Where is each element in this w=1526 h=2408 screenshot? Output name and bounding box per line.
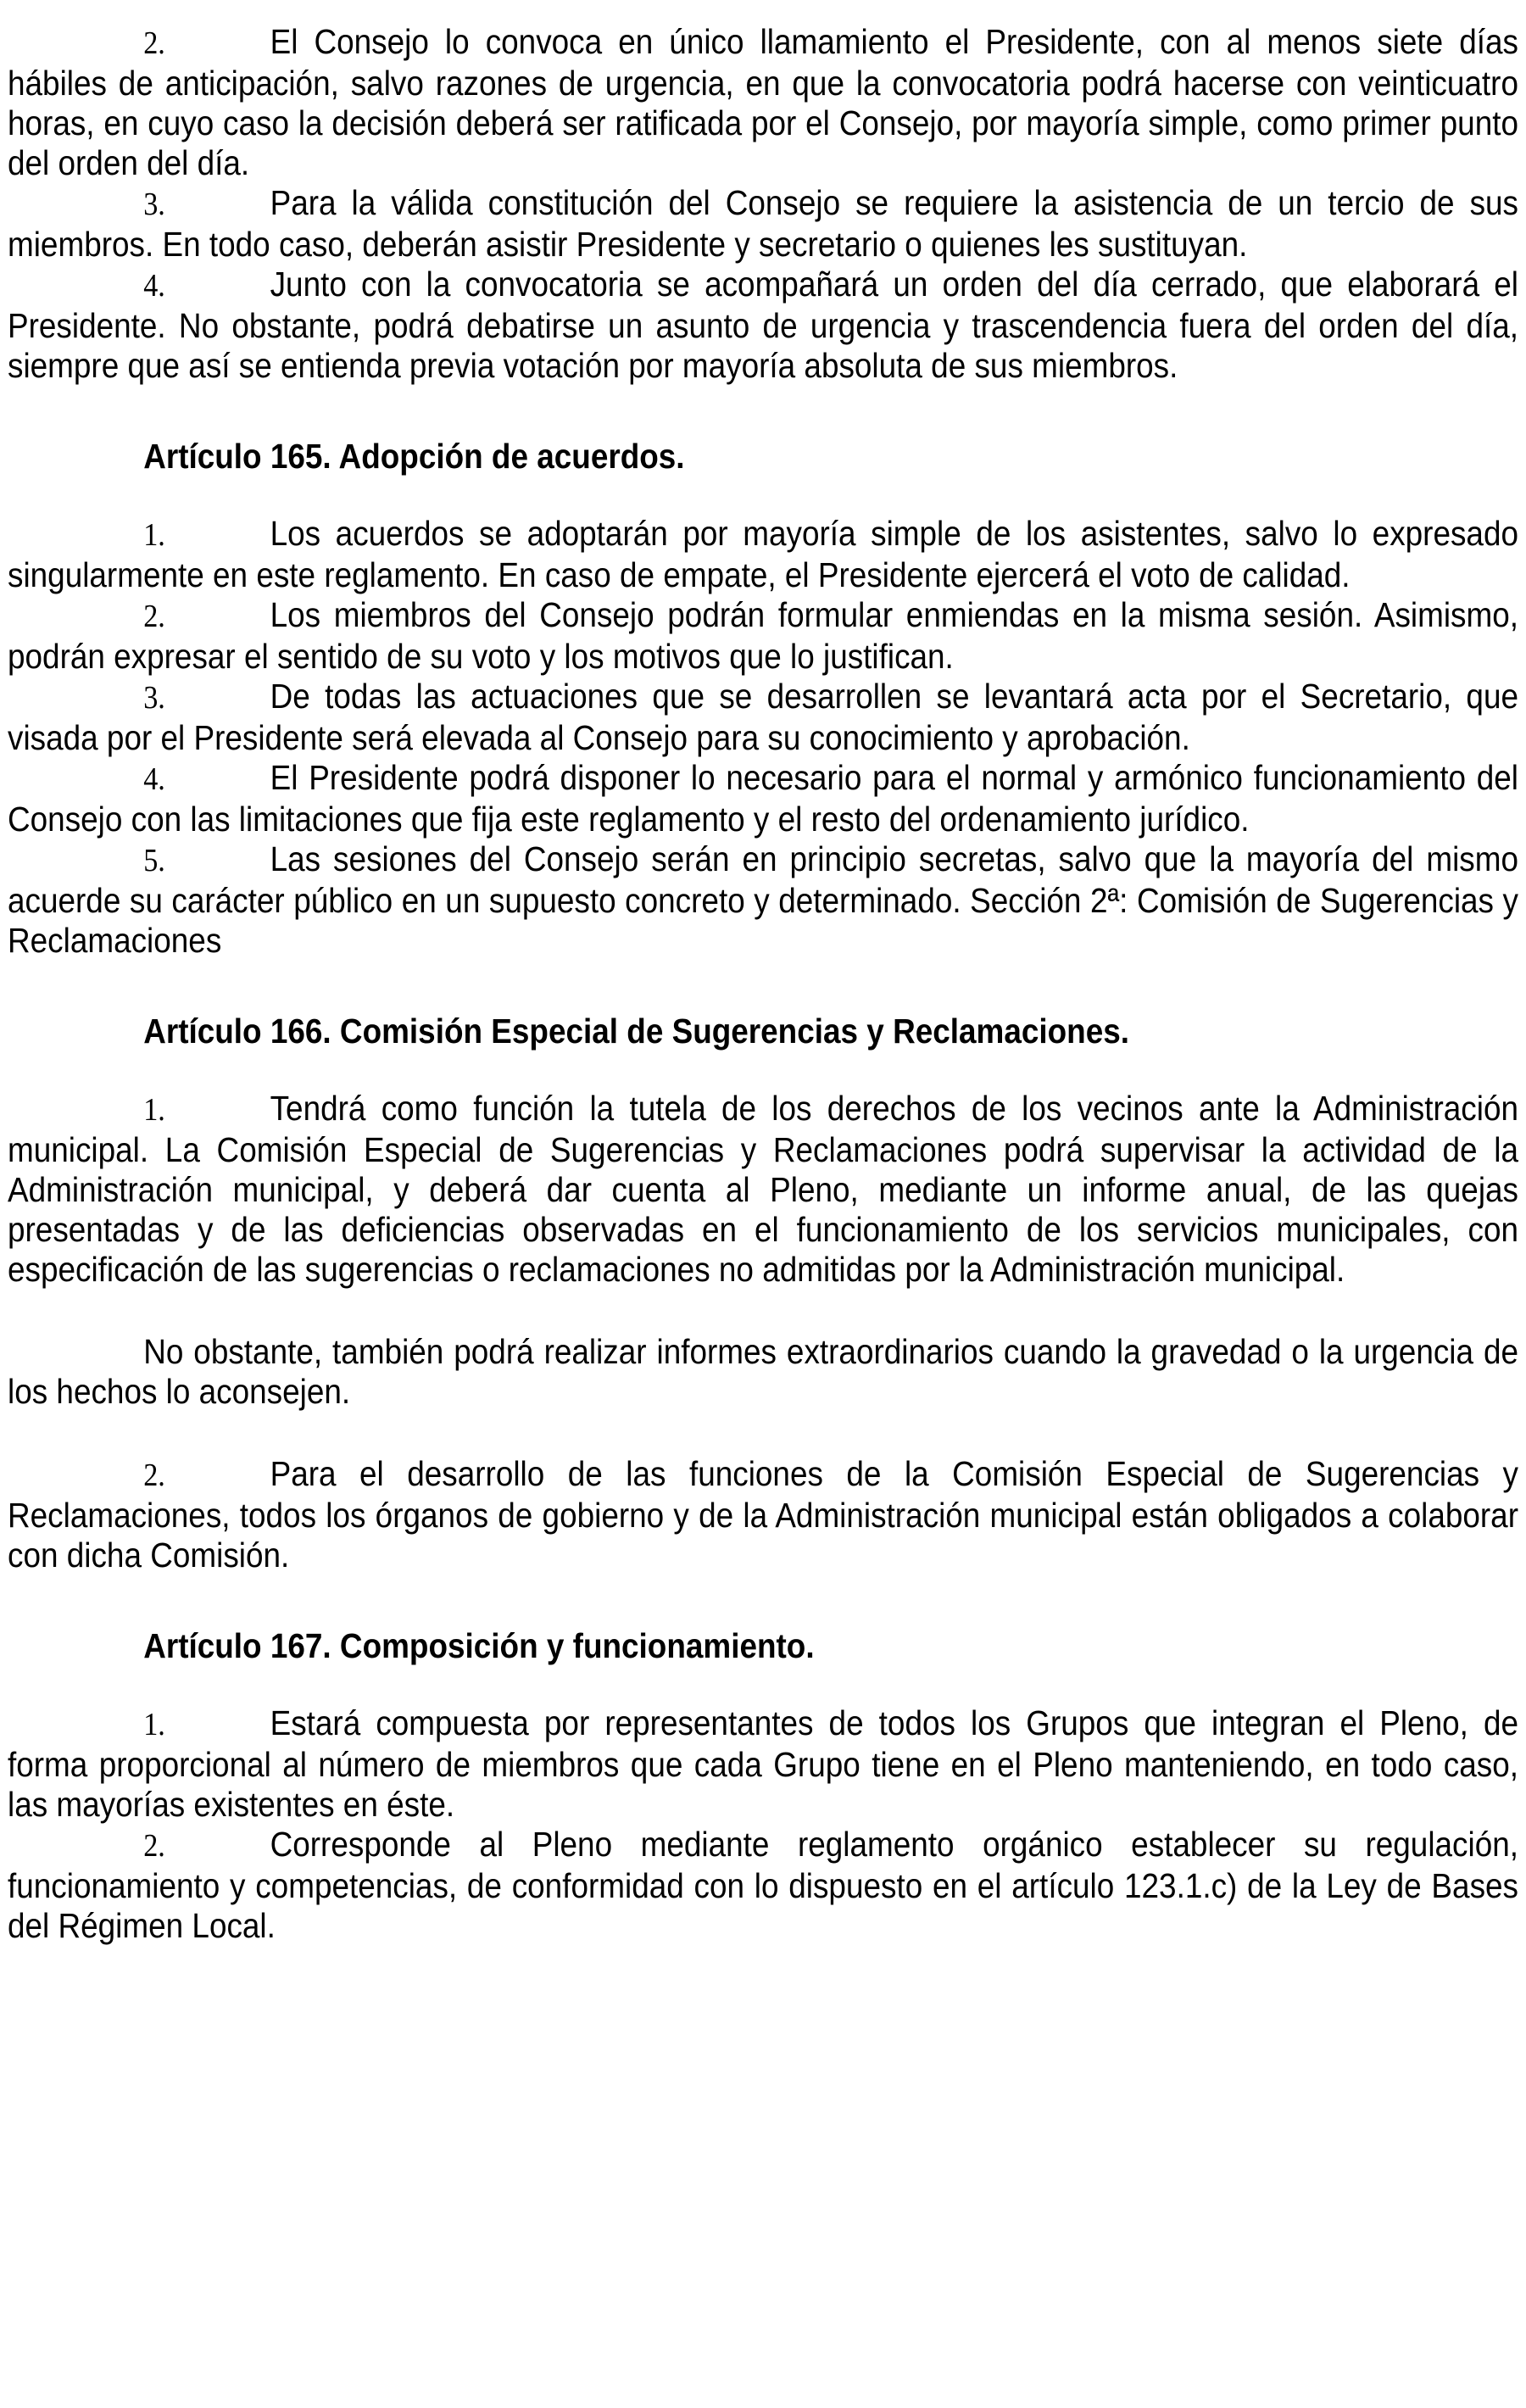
- numbered-paragraph: 4. Junto con la convocatoria se acompañará un orden del día cerrado, que elaborará el Presidente. No obstante, podrá debatirse un asunto de urgencia y trascendencia fuera del orden del día, siempre que así se entienda previa votación por mayoría absoluta de sus miembros.: [8, 265, 1519, 385]
- list-number: 3.: [143, 680, 165, 716]
- article-heading: Artículo 166. Comisión Especial de Sugerencias y Reclamaciones.: [143, 1012, 1130, 1051]
- article-heading: Artículo 167. Composición y funcionamiento.: [143, 1626, 815, 1665]
- article-heading: Artículo 165. Adopción de acuerdos.: [143, 437, 685, 476]
- numbered-paragraph: 4. El Presidente podrá disponer lo necesario para el normal y armónico funcionamiento del Consejo con las limitaciones que fija este reglamento y el resto del ordenamiento jurídico.: [8, 758, 1519, 839]
- numbered-paragraph: 1. Estará compuesta por representantes de todos los Grupos que integran el Pleno, de forma proporcional al número de miembros que cada Grupo tiene en el Pleno manteniendo, en todo caso, las mayorías existentes en éste.: [8, 1703, 1519, 1824]
- list-number: 5.: [143, 843, 165, 878]
- numbered-paragraph: 1. Los acuerdos se adoptarán por mayoría simple de los asistentes, salvo lo expresado singularmente en este reglamento. En caso de empate, el Presidente ejercerá el voto de calidad.: [8, 514, 1519, 594]
- numbered-paragraph: 3. De todas las actuaciones que se desarrollen se levantará acta por el Secretario, que visada por el Presidente será elevada al Consejo para su conocimiento y aprobación.: [8, 677, 1519, 757]
- numbered-paragraph: 5. Las sesiones del Consejo serán en principio secretas, salvo que la mayoría del mismo acuerde su carácter público en un supuesto concreto y determinado. Sección 2ª: Comisión de Sugerencias y Reclamaciones: [8, 839, 1519, 960]
- numbered-paragraph: 2. El Consejo lo convoca en único llamamiento el Presidente, con al menos siete días hábiles de anticipación, salvo razones de urgencia, en que la convocatoria podrá hacerse con veinticuatro horas, en cuyo caso la decisión deberá ser ratificada por el Consejo, por mayoría simple, como primer punto del orden del día.: [8, 22, 1519, 182]
- list-number: 2.: [143, 599, 165, 634]
- list-number: 2.: [143, 1458, 165, 1493]
- list-number: 1.: [143, 1707, 165, 1742]
- numbered-paragraph: 3. Para la válida constitución del Consejo se requiere la asistencia de un tercio de sus miembros. En todo caso, deberán asistir Presidente y secretario o quienes les sustituyan.: [8, 183, 1519, 264]
- numbered-paragraph: 2. Los miembros del Consejo podrán formular enmiendas en la misma sesión. Asimismo, podrán expresar el sentido de su voto y los motivos que lo justifican.: [8, 595, 1519, 676]
- list-number: 1.: [143, 1092, 165, 1128]
- numbered-paragraph: 2. Corresponde al Pleno mediante reglamento orgánico establecer su regulación, funcionamiento y competencias, de conformidad con lo dispuesto en el artículo 123.1.c) de la Ley de Bases del Régimen Local.: [8, 1825, 1519, 1945]
- list-number: 4.: [143, 761, 165, 797]
- body-paragraph: No obstante, también podrá realizar informes extraordinarios cuando la gravedad o la urgencia de los hechos lo aconsejen.: [8, 1332, 1519, 1411]
- numbered-paragraph: 2. Para el desarrollo de las funciones de la Comisión Especial de Sugerencias y Reclamaciones, todos los órganos de gobierno y de la Administración municipal están obligados a colaborar con dicha Comisión.: [8, 1454, 1519, 1575]
- numbered-paragraph: 1. Tendrá como función la tutela de los derechos de los vecinos ante la Administración municipal. La Comisión Especial de Sugerencias y Reclamaciones podrá supervisar la actividad de la Administración municipal, y deberá dar cuenta al Pleno, mediante un informe anual, de las quejas presentadas y de las deficiencias observadas en el funcionamiento de los servicios municipales, con especificación de las sugerencias o reclamaciones no admitidas por la Administración municipal.: [8, 1089, 1519, 1289]
- list-number: 2.: [143, 1828, 165, 1864]
- list-number: 2.: [143, 25, 165, 61]
- list-number: 3.: [143, 187, 165, 222]
- list-number: 1.: [143, 517, 165, 553]
- list-number: 4.: [143, 268, 165, 304]
